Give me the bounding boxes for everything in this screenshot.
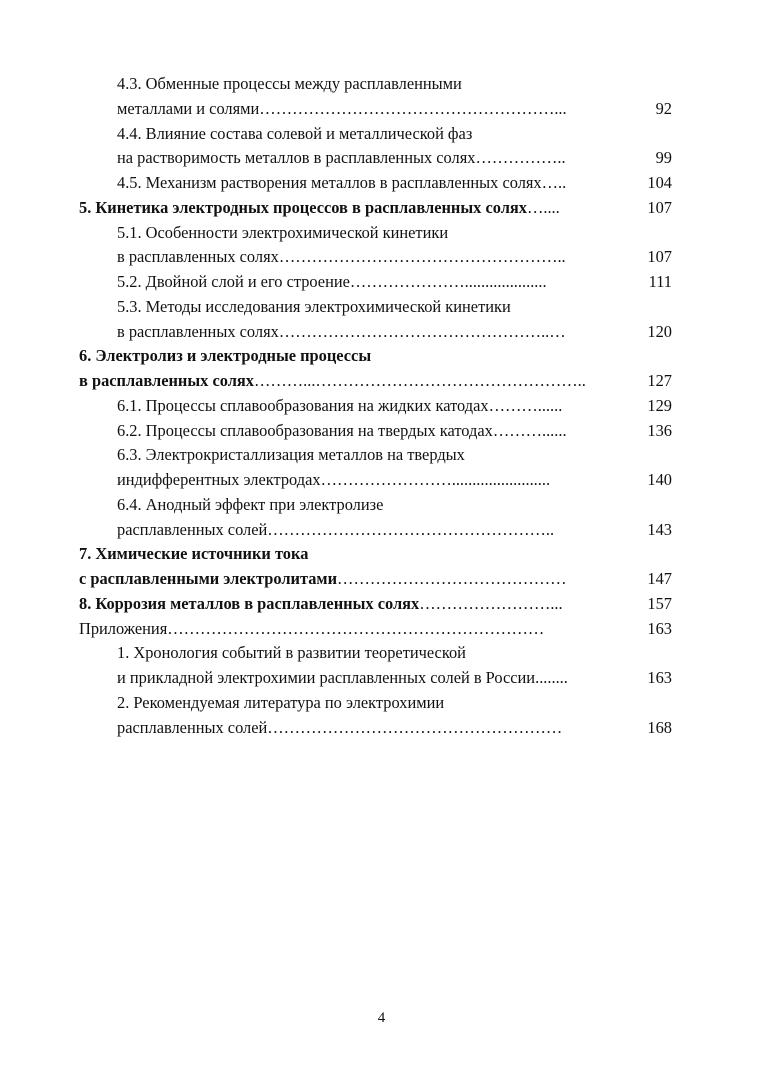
toc-entry: [0, 369, 763, 394]
toc-entry-page: 107: [647, 247, 672, 267]
toc-entry-text: индифферентных электродах: [117, 470, 321, 489]
toc-entry: [0, 592, 763, 617]
table-of-contents: [0, 72, 763, 740]
toc-entry-text: на растворимость металлов в расплавленных солях: [117, 148, 476, 168]
toc-entry-title: [117, 641, 466, 666]
toc-entry: [0, 617, 763, 642]
toc-entry-leader: ……………………………………………..: [267, 519, 555, 539]
toc-entry: [0, 320, 763, 345]
toc-entry-text: 4.4. Влияние состава солевой и металлической фаз: [117, 123, 473, 143]
toc-entry-leader: ……………………...: [419, 593, 563, 613]
toc-entry: [0, 221, 763, 246]
toc-entry: [0, 394, 763, 419]
toc-entry-title: [117, 691, 444, 716]
page-number: 4: [377, 1010, 386, 1026]
toc-entry-text: в расплавленных солях: [79, 371, 254, 390]
toc-entry-text: 1. Хронология событий в развитии теоретической: [117, 643, 466, 663]
toc-entry-leader: ........: [535, 668, 568, 687]
toc-entry: [0, 97, 763, 122]
toc-entry-page: 99: [655, 148, 672, 168]
toc-entry: [0, 146, 763, 171]
toc-entry: [0, 567, 763, 592]
toc-entry: [0, 344, 763, 369]
toc-entry-title: [117, 518, 554, 543]
toc-entry-page: 107: [647, 197, 672, 217]
toc-entry-text: в расплавленных солях: [117, 247, 279, 267]
toc-entry-page: 92: [655, 98, 672, 118]
toc-entry-text: 6.3. Электрокристаллизация металлов на твердых: [117, 445, 465, 465]
toc-entry-title: [117, 295, 511, 320]
toc-entry-text: 4.5. Механизм растворения металлов в расплавленных солях: [117, 173, 542, 192]
toc-entry-title: [79, 344, 371, 369]
toc-entry-leader: …………………....................: [349, 272, 547, 291]
toc-entry-title: [79, 196, 560, 221]
toc-entry-page: 140: [647, 470, 672, 489]
toc-entry: [0, 72, 763, 97]
toc-entry-text: 6.1. Процессы сплавообразования на жидких катодах: [117, 395, 489, 415]
toc-entry: [0, 196, 763, 221]
toc-entry-page: 163: [647, 668, 672, 687]
toc-entry: [0, 666, 763, 691]
toc-entry-leader: ……………………………………: [337, 569, 567, 588]
toc-entry-text: 8. Коррозия металлов в расплавленных солях: [79, 593, 420, 613]
toc-entry-text: 5.3. Методы исследования электрохимической кинетики: [117, 296, 511, 316]
toc-entry-page: 157: [647, 593, 672, 613]
toc-entry: [0, 716, 763, 741]
toc-entry-text: 5. Кинетика электродных процессов в расплавленных солях: [79, 197, 527, 217]
toc-entry-page: 136: [647, 420, 672, 440]
toc-entry-text: расплавленных солей: [117, 717, 268, 737]
toc-entry-page: 104: [647, 173, 672, 192]
toc-entry-title: [117, 468, 550, 493]
toc-entry-leader: ………......: [492, 420, 567, 440]
toc-entry-text: 6.2. Процессы сплавообразования на твердых катодах: [117, 420, 493, 440]
toc-entry-title: [79, 567, 567, 592]
toc-entry: [0, 518, 763, 543]
toc-entry-text: 5.2. Двойной слой и его строение: [117, 272, 350, 291]
toc-entry-text: 6. Электролиз и электродные процессы: [79, 346, 372, 366]
toc-entry: [0, 443, 763, 468]
toc-entry: [0, 171, 763, 196]
toc-entry-text: 4.3. Обменные процессы между расплавленными: [117, 74, 462, 93]
toc-entry-page: 143: [647, 519, 672, 539]
toc-entry: [0, 691, 763, 716]
toc-entry-page: 111: [648, 272, 672, 291]
toc-entry-title: [117, 394, 562, 419]
toc-entry-text: с расплавленными электролитами: [79, 569, 338, 588]
toc-entry-title: [79, 617, 544, 642]
toc-entry: [0, 468, 763, 493]
toc-entry: [0, 245, 763, 270]
toc-entry-title: [117, 666, 568, 691]
toc-entry-page: 127: [647, 371, 672, 390]
toc-entry-title: [117, 221, 448, 246]
toc-entry-title: [117, 171, 566, 196]
toc-entry-text: Приложения: [79, 618, 168, 638]
toc-entry-title: [117, 443, 465, 468]
toc-entry-page: 163: [647, 618, 672, 638]
toc-entry-text: металлами и солями: [117, 98, 260, 118]
toc-entry-page: 168: [647, 717, 672, 737]
toc-entry-title: [117, 122, 472, 147]
toc-entry-page: 120: [647, 321, 672, 341]
toc-entry-text: расплавленных солей: [117, 519, 268, 539]
toc-entry: [0, 122, 763, 147]
toc-entry-leader: ………...…………………………………………..: [253, 371, 586, 390]
toc-entry: [0, 270, 763, 295]
toc-entry-leader: ………………………………………………: [267, 717, 563, 737]
toc-entry-leader: …………………………………………..…: [278, 321, 566, 341]
toc-entry-title: [79, 592, 563, 617]
toc-entry-leader: …..: [541, 173, 567, 192]
toc-entry: [0, 641, 763, 666]
toc-entry-leader: ………......: [488, 395, 563, 415]
toc-entry-title: [79, 542, 308, 567]
toc-entry-text: и прикладной электрохимии расплавленных солей в России: [117, 668, 536, 687]
toc-entry-title: [117, 716, 562, 741]
toc-entry-page: 129: [647, 395, 672, 415]
toc-entry-leader: ……………..: [475, 148, 566, 168]
toc-entry: [0, 493, 763, 518]
toc-entry-title: [117, 270, 547, 295]
toc-entry-leader: …....: [526, 197, 560, 217]
toc-entry: [0, 419, 763, 444]
toc-entry-leader: ………………………………………………...: [259, 98, 567, 118]
toc-entry-text: 2. Рекомендуемая литература по электрохимии: [117, 692, 445, 712]
toc-entry-text: 7. Химические источники тока: [79, 544, 309, 564]
toc-entry-title: [79, 369, 586, 394]
toc-entry-title: [117, 320, 566, 345]
toc-entry-leader: ……………………………………………..: [278, 247, 566, 267]
toc-entry-text: 5.1. Особенности электрохимической кинетики: [117, 222, 449, 242]
toc-entry-text: в расплавленных солях: [117, 321, 279, 341]
toc-entry: [0, 542, 763, 567]
toc-entry: [0, 295, 763, 320]
toc-entry-title: [117, 245, 566, 270]
toc-entry-title: [117, 97, 567, 122]
toc-entry-text: 6.4. Анодный эффект при электролизе: [117, 494, 384, 514]
toc-entry-title: [117, 146, 566, 171]
toc-entry-title: [117, 493, 383, 518]
toc-entry-title: [117, 419, 567, 444]
toc-entry-title: [117, 72, 462, 97]
toc-entry-leader: ……………………........................: [320, 470, 551, 489]
toc-entry-page: 147: [647, 569, 672, 588]
toc-entry-leader: ……………………………………………………………: [167, 618, 545, 638]
